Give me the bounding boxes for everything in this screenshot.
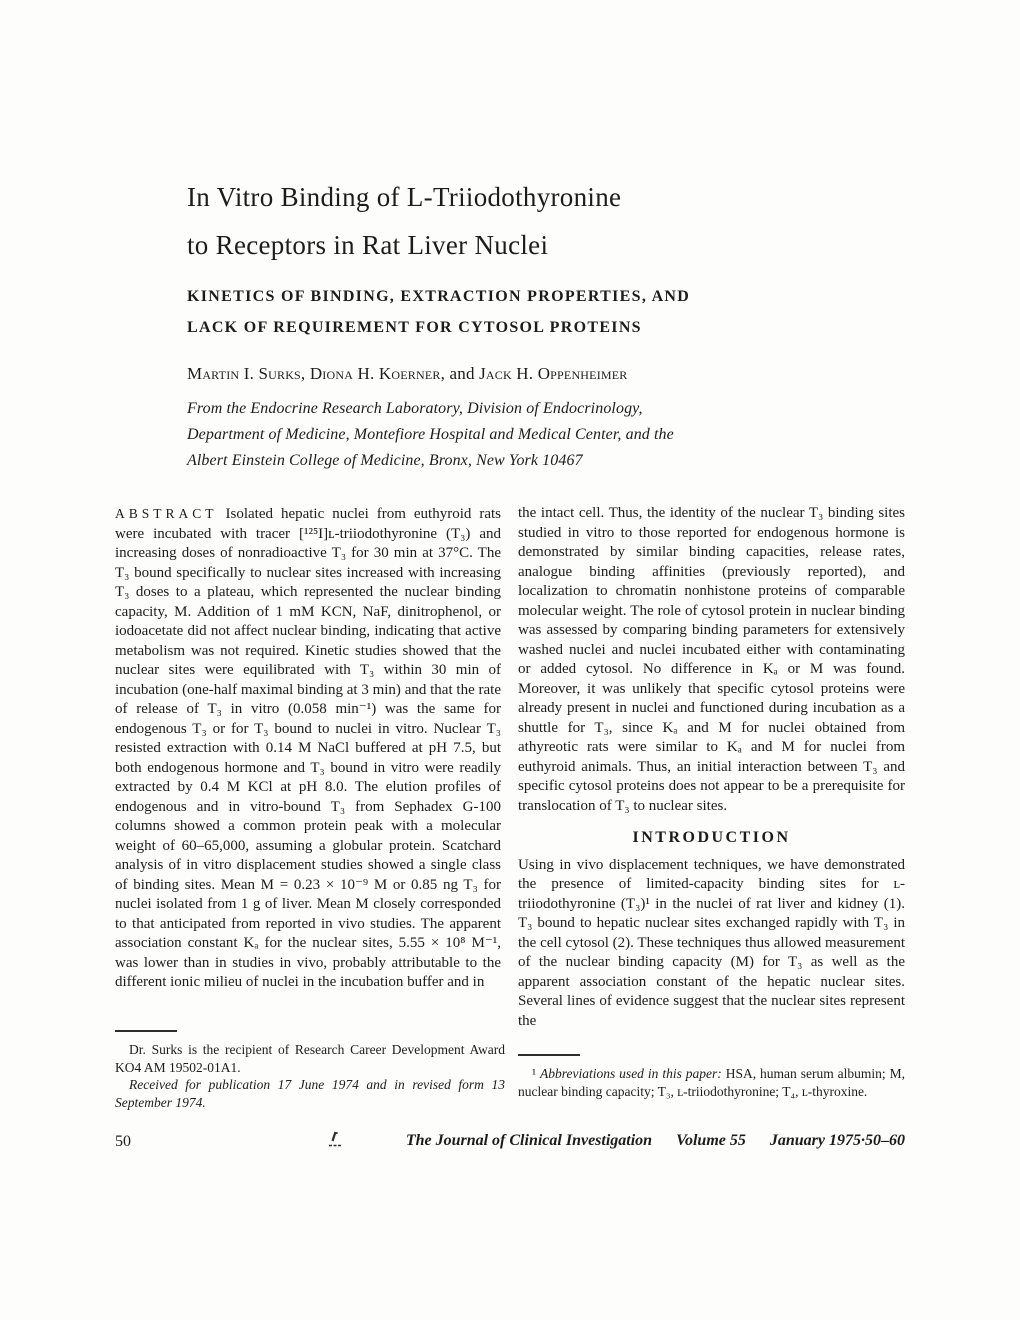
article-title	[187, 184, 837, 259]
footnote-marker: ¹	[532, 1066, 540, 1081]
journal-citation	[406, 1132, 905, 1150]
stray-print-mark	[326, 1130, 346, 1150]
introduction-paragraph: Using in vivo displacement techniques, we have demonstrated the presence of limited-capacity binding sites for ʟ-triiodothyronine (T₃)¹ in the nuclei of rat liver and kidney (1). T₃ bound to hepatic nuclear sites exchanged rapidly with T₃ in the cell cytosol (2). These techniques thus allowed measurement of the nuclear binding capacity (M) for T₃ as well as the apparent association constant of the hepatic nuclear sites. Several lines of evidence suggest that the nuclear sites represent the	[518, 856, 905, 1029]
abstract-paragraph-left	[115, 504, 501, 993]
footnote-abbreviations-text: HSA, human serum albumin; M, nuclear binding capacity; T₃, ʟ-triiodothyronine; T₄, ʟ-thyroxine.	[518, 1066, 905, 1099]
journal-volume: Volume 55	[676, 1132, 746, 1149]
author-names-first: Martin I. Surks, Diona H. Koerner,	[187, 364, 446, 383]
page-number: 50	[115, 1133, 131, 1150]
footnote-divider-right	[518, 1054, 580, 1056]
authors-connector: and	[445, 364, 480, 383]
left-column	[115, 504, 501, 993]
article-title-line-2: to Receptors in Rat Liver Nuclei	[187, 230, 549, 260]
affiliation-line-3: Albert Einstein College of Medicine, Bronx, New York 10467	[187, 452, 583, 469]
footnote-divider-left	[115, 1030, 177, 1032]
journal-name: The Journal of Clinical Investigation	[405, 1132, 653, 1149]
abstract-paragraph-right: the intact cell. Thus, the identity of the nuclear T₃ binding sites studied in vitro to those reported for endogenous hormone is demonstrated by similar binding capacities, release rates, analogue binding affinities (previously reported), and localization to chromatin nonhistone proteins of comparable molecular weight. The role of cytosol protein in nuclear binding was assessed by comparing binding parameters for extensively washed nuclei and nuclei incubated either with contaminating or added cytosol. No difference in Kₐ or M was found. Moreover, it was unlikely that specific cytosol proteins were already present in nuclei and functioned during incubation as a shuttle for T₃, since Kₐ and M for nuclei obtained from athyreotic rats were similar to Kₐ and M for nuclei from euthyroid animals. Thus, an initial interaction between T₃ and specific cytosol proteins does not appear to be a prerequisite for translocation of T₃ to nuclear sites.	[518, 505, 905, 814]
article-subtitle	[187, 289, 837, 336]
article-subtitle-line-1: KINETICS OF BINDING, EXTRACTION PROPERTIES, AND	[187, 288, 691, 305]
footnote-abbreviations	[518, 1065, 905, 1100]
journal-issue-pages: January 1975·50–60	[769, 1132, 905, 1149]
abstract-label: ABSTRACT	[115, 506, 218, 521]
footnote-received: Received for publication 17 June 1974 and in revised form 13 September 1974.	[115, 1077, 505, 1110]
abstract-text-left: Isolated hepatic nuclei from euthyroid rats were incubated with tracer [¹²⁵I]ʟ-triiodothyronine (T₃) and increasing doses of nonradioactive T₃ for 30 min at 37°C. The T₃ bound specifically to nuclear sites increased with increasing T₃ doses to a plateau, which represented the nuclear binding capacity, M. Addition of 1 mM KCN, NaF, dinitrophenol, or iodoacetate did not affect nuclear binding, indicating that active metabolism was not required. Kinetic studies showed that the nuclear sites were equilibrated with T₃ within 30 min of incubation (one-half maximal binding at 3 min) and that the rate of release of T₃ in vitro (0.058 min⁻¹) was the same for endogenous T₃ or for T₃ bound to nuclei in vitro. Nuclear T₃ resisted extraction with 0.14 M NaCl buffered at pH 7.5, but both endogenous hormone and T₃ bound in vitro were readily extracted by 0.4 M KCl at pH 8.0. The elution profiles of endogenous and in vitro-bound T₃ from Sephadex G-100 columns showed a common protein peak with a molecular weight of 60–65,000, assuming a globular protein. Scatchard analysis of in vitro displacement studies showed a single class of binding sites. Mean M = 0.23 × 10⁻⁹ M or 0.85 ng T₃ for nuclei isolated from 1 g of liver. Mean M closely corresponded to that anticipated from reported in vivo studies. The apparent association constant Kₐ for the nuclear sites, 5.55 × 10⁸ M⁻¹, was lower than in studies in vivo, probably attributable to the different ionic milieu of nuclei in the incubation buffer and in	[115, 506, 501, 990]
affiliation-line-1: From the Endocrine Research Laboratory, Division of Endocrinology,	[187, 400, 643, 417]
authors-line	[187, 364, 628, 384]
right-column	[518, 504, 905, 1031]
author-name-last: Jack H. Oppenheimer	[479, 364, 628, 383]
affiliation	[187, 396, 674, 474]
stray-print-mark-glyph	[326, 1130, 346, 1150]
footnote-award: Dr. Surks is the recipient of Research Career Development Award KO4 AM 19502-01A1.	[115, 1042, 505, 1075]
title-block	[187, 184, 837, 351]
introduction-heading: INTRODUCTION	[632, 829, 791, 846]
article-subtitle-line-2: LACK OF REQUIREMENT FOR CYTOSOL PROTEINS	[187, 319, 642, 336]
right-footnote	[518, 1054, 905, 1100]
affiliation-line-2: Department of Medicine, Montefiore Hospital and Medical Center, and the	[187, 426, 674, 443]
footnote-abbreviations-label: Abbreviations used in this paper:	[540, 1066, 722, 1081]
left-footnote	[115, 1030, 505, 1111]
article-title-line-1: In Vitro Binding of L-Triiodothyronine	[187, 182, 622, 212]
